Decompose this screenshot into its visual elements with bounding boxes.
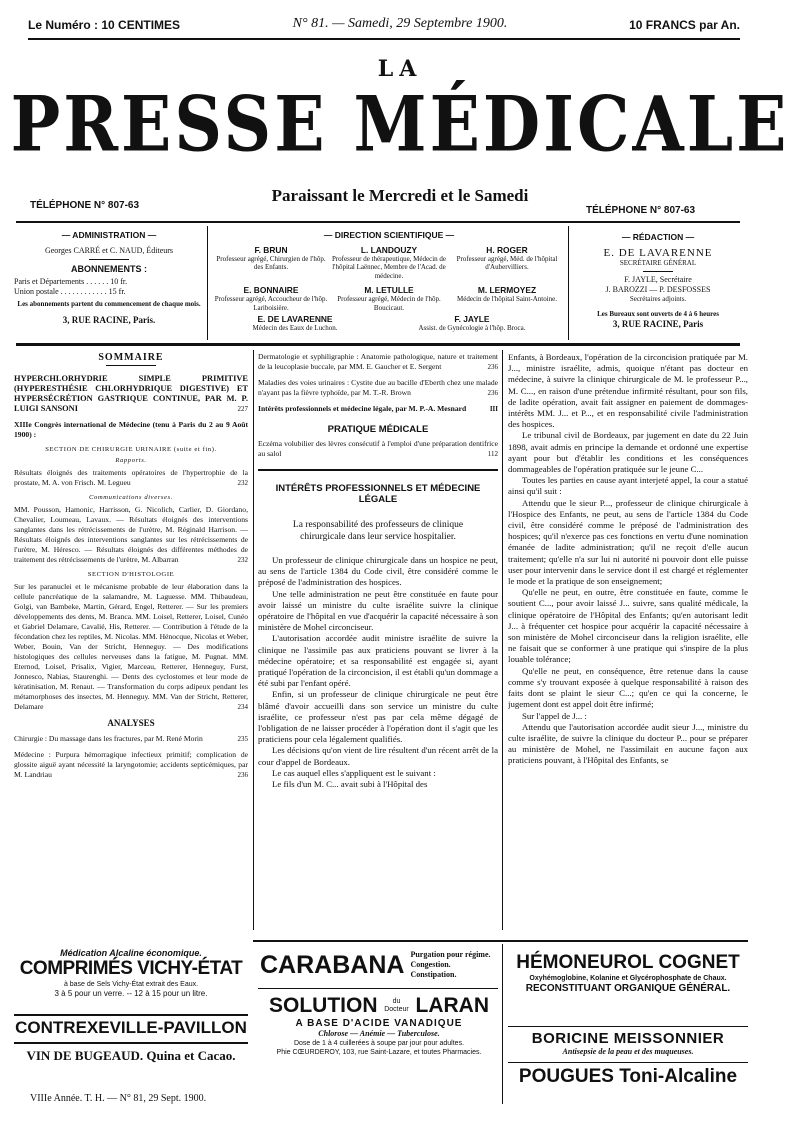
analyses-header: ANALYSES (107, 718, 155, 728)
article-paragraph: Le fils d'un M. C... avait subi à l'Hôpital des (272, 779, 428, 790)
toc-item: HYPERCHLORHYDRIE SIMPLE PRIMITIVE (HYPERESTHÉSIE CHLORHYDRIQUE DIGESTIVE) ET HYPERSÉCRÉTION GASTRIQUE CONTINUE, PAR M. P. LUIGI SANSONI 227 (14, 374, 248, 413)
ad-boricine (506, 1030, 750, 1057)
article-paragraph: Qu'elle ne peut, en conséquence, être retenue dans la cause comme s'y trouvant exposée à quelque responsabilité à raison des faits dont se plaint le sieur C...; qu'en ce qui la concerne, le jugement dont est appel doit être infirmé; (508, 665, 748, 710)
ad-carabana-title: CARABANA (260, 950, 405, 979)
article-paragraph: Les décisions qu'on vient de lire résultent d'un récent arrêt de la cour d'appel de Bordeaux. (258, 745, 498, 767)
admin-divider (207, 226, 208, 340)
ad-boricine-title: BORICINE MEISSONNIER (531, 1030, 725, 1047)
director-letulle: M. LETULLE Professeur agrégé, Médecin de l'hôp. Boucicaut. (337, 285, 441, 312)
masthead-rule (16, 221, 740, 223)
subscription-paris: Paris et Départements . . . . . . 10 fr. (14, 277, 128, 286)
toc-item: Chirurgie : Du massage dans les fractures, par M. René Morin 235 (14, 734, 248, 743)
article-paragraph: Sur l'appel de J... : (522, 710, 587, 721)
subscription-union: Union postale . . . . . . . . . . . . 15 fr. (14, 287, 126, 296)
ad-hemoneurol-sub: Oxyhémoglobine, Kolanine et Glycérophosphate de Chaux. (529, 975, 727, 982)
article-paragraph: Un professeur de clinique chirurgicale dans un hospice ne peut, au sens de l'article 1384 du Code civil, être considéré comme le préposé de l'administration des hospices. (258, 555, 498, 588)
administration-editors: Georges CARRÉ et C. NAUD, Éditeurs (44, 246, 174, 255)
redaction-header: — RÉDACTION — (621, 232, 695, 242)
phone-right: TÉLÉPHONE N° 807-63 (586, 205, 696, 216)
ad-rule (14, 1042, 248, 1044)
toc-item: Sur les paranuclei et le mécanisme probable de leur élaboration dans la cellule pancréatique de la salamandre, M. Laguesse. MM. Thibaudeau, Golgi, van Bambeke, Martin, Gérard, Engel, Retterer. — Sur les premiers développements des dents, M. Branca. MM. Loisel, Retterer, Loisel, Cunéo et Gabriel Delamare, Cavalié, His, Retterer. — Contribution à l'étude de la fécondation chez les reptiles, M. Nicolas. MM. Hénocque, Nicolas et Weber, Weber, Bouin, Van der Stricht, Henneguy. — Des modifications histologiques des cellules nerveuses dans la fatigue, M. Pugnat. MM. Eternod, Loisel, Prisalix, Vigier, Marceau, Retterer, Henneguy, Furst, Jonnesco, Nabias, Staurenghi. — Dents des cyclostomes et leur mode de kératinisation, M. Renaut. — Transformation du corps adipeux pendant les métamorphoses des insectes, M. Henneguy. MM. Van der Stricht, Retterer, Delamare 234 (14, 582, 248, 711)
article-paragraph: Attendu que l'autorisation accordée audit sieur J..., ministre du culte israélite, de suivre la clinique du docteur P... pour se préparer au ministère de Mohel, ne l'assimilait en aucune façon aux praticiens pouvant, à l'Hôpital des Enfants, se (508, 721, 748, 766)
sommaire-column (14, 352, 248, 1042)
toc-section: SECTION D'HISTOLOGIE (87, 571, 175, 578)
direction-divider (568, 226, 569, 340)
director-lermoyez: M. LERMOYEZ Médecin de l'hôpital Saint-Antoine. (456, 285, 558, 303)
redaction-adjoints-role: Secrétaires adjoints. (629, 295, 687, 303)
ad-boricine-sub: Antisepsie de la peau et des muqueuses. (562, 1047, 694, 1056)
administration-address: 3, RUE RACINE, Paris. (62, 315, 156, 325)
sommaire-header: SOMMAIRE (98, 352, 164, 363)
header-bottom-rule (16, 343, 740, 346)
ad-band-rule (253, 940, 748, 942)
toc-section: SECTION DE CHIRURGIE URINAIRE (suite et fin). (45, 446, 217, 453)
article-paragraph: L'autorisation accordée audit ministre israélite de suivre la clinique ne l'assimile pas aux praticiens pouvant se livrer à la médecine opératoire; et sa responsabilité est engagée si, ayant pratiqué l'opération de la circoncision, il est établi qu'un dommage a été subi par l'enfant opéré. (258, 633, 498, 689)
direction-block (212, 230, 566, 332)
ad-vichy-title: COMPRIMÉS VICHY-ÉTAT (19, 958, 243, 979)
ad-hemoneurol (506, 952, 750, 994)
ad-laran-pre: SOLUTION (269, 994, 378, 1017)
ad-carabana-sub: Congestion. Constipation. (410, 960, 457, 979)
ad-rule (508, 1062, 748, 1063)
masthead-title: PRESSE MÉDICALE (10, 79, 790, 169)
ad-rule (14, 1014, 248, 1016)
toc-item: Maladies des voies urinaires : Cystite due au bacille d'Eberth chez une malade n'ayant pas la fièvre typhoïde, par M. T.-R. Brown 236 (258, 378, 498, 397)
toc-subsection: Rapports. (115, 457, 147, 464)
phone-left: TÉLÉPHONE N° 807-63 (30, 200, 140, 211)
center-column (258, 352, 498, 938)
toc-item: Résultats éloignés des traitements opératoires de l'hypertrophie de la prostate, M. A. von Frisch. M. Legueu 232 (14, 468, 248, 487)
article-paragraph: Le cas auquel elles s'appliquent est le suivant : (272, 767, 436, 778)
redaction-secretary: F. JAYLE, Secrétaire (624, 275, 692, 284)
ad-rule (258, 988, 498, 989)
issue-date: N° 81. — Samedi, 29 Septembre 1900. (292, 16, 508, 31)
director-roger: H. ROGER Professeur agrégé, Méd. de l'hôpital d'Aubervilliers. (456, 245, 558, 272)
right-column (508, 352, 748, 938)
masthead-article: LA (377, 56, 423, 82)
director-landouzy: L. LANDOUZY Professeur de thérapeutique, Médecin de l'hôpital Laënnec, Membre de l'Acad. de médecine. (331, 245, 447, 280)
redaction-chief-role: SECRÉTAIRE GÉNÉRAL (619, 259, 697, 267)
toc-item: Eczéma volubilier des lèvres consécutif à l'emploi d'une préparation dentifrice au salol 112 (258, 439, 498, 458)
ad-vichy-sub: à base de Sels Vichy-État extrait des Eaux. (63, 981, 199, 988)
ad-laran (260, 994, 498, 1057)
ad-laran-sub3: Dose de 1 à 4 cuillerées à soupe par jour pour adultes. (293, 1040, 465, 1047)
ad-col-divider (502, 944, 503, 1104)
ad-laran-sub4: Phie CŒURDEROY, 103, rue Saint-Lazare, et toutes Pharmacies. (276, 1049, 482, 1056)
toc-item: XIIIe Congrès international de Médecine (tenu à Paris du 2 au 9 Août 1900) : (14, 420, 248, 439)
article-paragraph: Toutes les parties en cause ayant interjeté appel, la cour a statué ainsi qu'il suit : (508, 475, 748, 497)
article-paragraph: Enfin, si un professeur de clinique chirurgicale ne peut être blâmé d'avoir accueilli dans son service un ministre du culte israélite, ce professeur n'est pas par cela même dégagé de l'obligation de ne laisser procéder à l'opération dont il s'agit que les praticiens pour cela légalement qualifiés. (258, 689, 498, 745)
ad-carabana (260, 950, 498, 980)
administration-header: — ADMINISTRATION — (61, 230, 157, 240)
ad-pougues: POUGUES Toni-Alcaline (518, 1066, 738, 1087)
subscription-note: Les abonnements partent du commencement de chaque mois. (17, 300, 201, 308)
pratique-header: PRATIQUE MÉDICALE (327, 424, 429, 435)
director-brun: F. BRUN Professeur agrégé, Chirurgien de l'hôp. des Enfants. (216, 245, 326, 272)
ad-hemoneurol-title: HÉMONEUROL COGNET (516, 952, 740, 973)
administration-block (14, 230, 204, 325)
direction-header: — DIRECTION SCIENTIFIQUE — (323, 230, 455, 240)
redaction-address: 3, RUE RACINE, Paris (612, 319, 704, 329)
ad-vichy (14, 948, 248, 999)
ad-laran-sub2: Chlorose — Anémie — Tuberculose. (318, 1029, 440, 1038)
ad-vichy-tagline: Médication Alcaline économique. (60, 948, 202, 958)
redaction-adjoints: J. BAROZZI — P. DESFOSSES (605, 285, 711, 294)
article-title: La responsabilité des professeurs de clinique chirurgicale dans leur service hospitalier. (292, 520, 464, 542)
toc-item: Intérêts professionnels et médecine légale, par M. P.-A. Mesnard III (258, 404, 498, 413)
director-delavarenne: E. DE LAVARENNE Médecin des Eaux de Luchon. (252, 314, 338, 332)
subscription-price: 10 FRANCS par An. (629, 18, 740, 32)
ad-laran-title: LARAN (415, 994, 489, 1017)
top-rule (28, 38, 740, 40)
col-divider-2 (502, 350, 503, 930)
toc-subsection: Communications diverses. (89, 494, 173, 501)
footer-issue: VIIIe Année. T. H. — N° 81, 29 Sept. 1900. (30, 1093, 207, 1104)
article-paragraph: Le tribunal civil de Bordeaux, par jugement en date du 22 Juin 1898, avait admis en principe la demande et ordonné une expertise ayant pour but d'établir les conditions et les conséquences dommageables de l'opération pratiquée sur le jeune C... (508, 430, 748, 475)
ad-hemoneurol-sub2: RECONSTITUANT ORGANIQUE GÉNÉRAL. (525, 983, 731, 994)
redaction-hours: Les Bureaux sont ouverts de 4 à 6 heures (597, 310, 719, 318)
ad-vichy-dose: 3 à 5 pour un verre. -- 12 à 15 pour un litre. (54, 989, 208, 998)
redaction-chief: E. DE LAVARENNE (603, 247, 713, 259)
ad-rule (508, 1026, 748, 1027)
article-paragraph: Enfants, à Bordeaux, l'opération de la circoncision pratiquée par M. J..., ministre israélite, admis, quoique n'étant pas docteur en médecine, à suivre la clinique chirurgicale de M. le professeur P..., M. C..., en raison d'une prétendue infirmité résultant, pour son fils, de ladite opération, avait fait assigner en paiement de dommages-intérêts MM. J... et P..., et en responsabilité civile l'administration des hospices. (508, 352, 748, 430)
article-section: INTÉRÊTS PROFESSIONNELS ET MÉDECINE LÉGALE (275, 483, 481, 505)
article-paragraph: Attendu que le sieur P..., professeur de clinique chirurgicale à l'Hospice des Enfants, ne peut, au sens de l'article 1384 du Code civil, être considéré comme le préposé de l'administration des hospices; qu'il n'exerce pas ces fonctions en vertu d'une nomination émanée de ladite administration; qu'il ne reçoit d'elle aucun traitement; qu'elle n'a sur lui ni autorité ni pouvoir dont elle puisse user pour intervenir dans le service dont il est chargé et réglementer le mode et la pratique de son enseignement; (508, 497, 748, 587)
redaction-block (572, 232, 744, 329)
ad-bugeaud: VIN DE BUGEAUD. Quina et Cacao. (26, 1048, 236, 1063)
col-divider-1 (253, 350, 254, 930)
toc-item: Médecine : Purpura hémorragique infectieux primitif; complication de glossite aiguë ayant nécessité la laryngotomie; accidents septicémiques, par M. Landriau 236 (14, 750, 248, 779)
toc-item: MM. Pousson, Hamonic, Harrisson, G. Nicolich, Carlier, D. Giordano, Chevalier, Loumeau, Lavaux. — Résultats éloignés des interventions sanglantes dans les rétrécissements de l'urètre, M. Réginald Harrison. — Résultats éloignés des interventions sanglantes sur les rétrécissements de l'urètre, M. Héresco. — Résultats éloignés des différentes méthodes de traitement des rétrécissements de l'urètre, M. Albarran 232 (14, 505, 248, 564)
ad-contrexeville: CONTREXEVILLE-PAVILLON (15, 1018, 247, 1037)
article-paragraph: Qu'elle ne peut, en outre, être constituée en faute, comme le soutient C..., pour avoir laissé J... suivre, sans qualité médicale, la clinique opératoire de l'Hôpital des Enfants; qu'en autorisant ledit J... à fréquenter cet hospice pour acquérir la capacité nécessaire à son ministère de Mohel circonciseur dans la religion israélite, elle ne faisait que se conformer à une pratique qui s'inspire de la plus louable tolérance; (508, 587, 748, 665)
article-paragraph: Une telle administration ne peut être constituée en faute pour avoir laissé un ministre du culte israélite suivre la clinique opératoire de l'hôpital en vue d'acquérir la capacité nécessaire à son ministère de Mohel circonciseur. (258, 588, 498, 633)
ad-laran-sub: A BASE D'ACIDE VANADIQUE (295, 1018, 463, 1029)
subscriptions-header: ABONNEMENTS : (71, 264, 147, 274)
director-bonnaire: E. BONNAIRE Professeur agrégé, Accoucheur de l'hôp. Lariboisière. (214, 285, 328, 312)
ad-carabana-sub: Purgation pour régime. (410, 950, 491, 959)
ad-laran-du: du Docteur (384, 998, 409, 1013)
masthead-subtitle: Paraissant le Mercredi et le Samedi (271, 186, 529, 205)
director-jayle: F. JAYLE Assist. de Gynécologie à l'hôp. Broca. (418, 314, 526, 332)
toc-item: Dermatologie et syphiligraphie : Anatomie pathologique, nature et traitement de la leucoplasie buccale, par MM. E. Gaucher et E. Sergent 236 (258, 352, 498, 371)
price-label: Le Numéro : 10 CENTIMES (28, 18, 181, 32)
